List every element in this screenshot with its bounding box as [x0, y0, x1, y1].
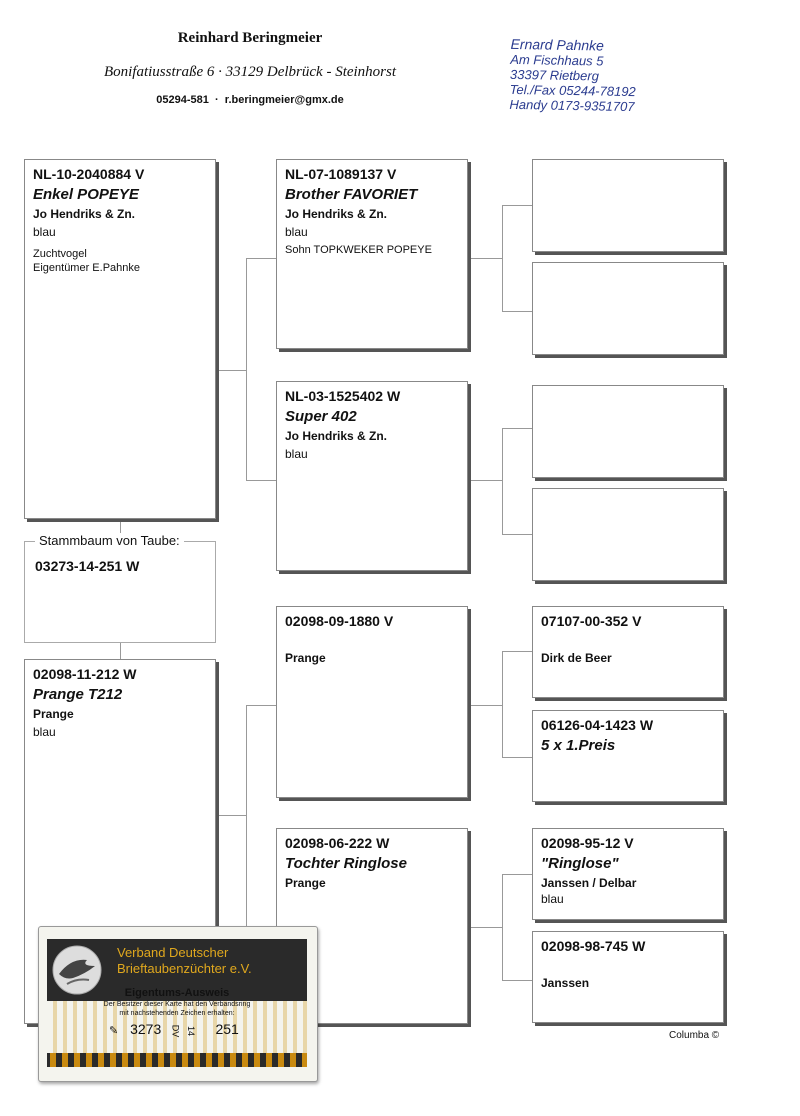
owner-stamp	[509, 37, 636, 114]
header-separator: ·	[215, 94, 219, 106]
father-owner: Eigentümer E.Pahnke	[33, 261, 141, 274]
stamp-line: 33397 Rietberg	[509, 66, 600, 84]
ggp-empty-4[interactable]	[532, 488, 724, 581]
stamp-line: Am Fischhaus 5	[510, 51, 604, 69]
ownership-card[interactable]	[38, 926, 318, 1082]
mother-breeder: Prange	[33, 707, 74, 721]
mff-breeder: Dirk de Beer	[541, 651, 612, 665]
header-address: Bonifatiusstraße 6 · 33129 Delbrück - Steinhorst	[103, 64, 397, 80]
stamp-icon: ✎	[109, 1025, 119, 1037]
mm-breeder: Prange	[285, 876, 326, 890]
ff-color: blau	[285, 225, 308, 239]
mmf-breeder: Janssen / Delbar	[541, 876, 637, 890]
header-phone: 05294-581	[156, 94, 209, 106]
ggp-mmm-card[interactable]	[532, 931, 724, 1023]
mm-name: Tochter Ringlose	[285, 855, 407, 872]
card-ring-number	[109, 1021, 309, 1043]
father-color: blau	[33, 225, 56, 239]
fm-name: Super 402	[285, 408, 357, 425]
stamp-line: Ernard Pahnke	[510, 35, 605, 54]
card-org-line2: Brieftaubenzüchter e.V.	[117, 961, 252, 976]
footer-credit: Columba ©	[669, 1030, 720, 1041]
father-name: Enkel POPEYE	[33, 186, 139, 203]
stamp-line: Handy 0173-9351707	[509, 96, 635, 115]
ggp-empty-2[interactable]	[532, 262, 724, 355]
mff-ring: 07107-00-352 V	[541, 613, 642, 629]
card-text2: mit nachstehenden Zeichen erhalten:	[119, 1010, 235, 1017]
mmm-ring: 02098-98-745 W	[541, 938, 646, 954]
card-dv: DV	[170, 1024, 181, 1038]
mmf-ring: 02098-95-12 V	[541, 835, 634, 851]
card-footer-band	[47, 1053, 307, 1067]
mfm-name: 5 x 1.Preis	[541, 737, 616, 754]
father-breeder: Jo Hendriks & Zn.	[33, 207, 136, 221]
card-title: Eigentums-Ausweis	[124, 987, 230, 999]
card-club: 3273	[130, 1021, 162, 1037]
mmf-name: "Ringlose"	[541, 855, 619, 872]
mf-ring: 02098-09-1880 V	[285, 613, 394, 629]
ff-note: Sohn TOPKWEKER POPEYE	[285, 244, 432, 256]
fm-ring: NL-03-1525402 W	[285, 388, 401, 404]
card-text1: Der Besitzer dieser Karte hat den Verbandsring	[103, 1001, 251, 1008]
mother-color: blau	[33, 725, 56, 739]
father-note: Zuchtvogel	[33, 248, 87, 260]
grandsire-paternal-card[interactable]	[276, 159, 468, 349]
mf-breeder: Prange	[285, 651, 326, 665]
ggp-mfm-card[interactable]	[532, 710, 724, 802]
ggp-empty-3[interactable]	[532, 385, 724, 478]
header-email[interactable]: r.beringmeier@gmx.de	[224, 94, 344, 106]
header-name: Reinhard Beringmeier	[177, 30, 323, 46]
mother-ring: 02098-11-212 W	[33, 666, 137, 682]
card-year: 14	[185, 1025, 196, 1037]
pigeon-ring: 03273-14-251 W	[35, 558, 140, 574]
mmm-breeder: Janssen	[541, 976, 590, 990]
fm-color: blau	[285, 447, 308, 461]
mmf-color: blau	[541, 892, 564, 906]
card-org-line1: Verband Deutscher	[117, 945, 229, 960]
mother-name: Prange T212	[33, 686, 123, 703]
father-card[interactable]	[24, 159, 216, 519]
fm-breeder: Jo Hendriks & Zn.	[285, 429, 388, 443]
ggp-mff-card[interactable]	[532, 606, 724, 698]
card-number: 251	[215, 1021, 239, 1037]
header-contact	[100, 94, 400, 106]
grandsire-maternal-card[interactable]	[276, 606, 468, 798]
ff-breeder: Jo Hendriks & Zn.	[285, 207, 388, 221]
ggp-mmf-card[interactable]	[532, 828, 724, 920]
pigeon-card[interactable]	[24, 533, 216, 643]
granddam-paternal-card[interactable]	[276, 381, 468, 571]
stamp-line: Tel./Fax 05244-78192	[509, 81, 636, 100]
mfm-ring: 06126-04-1423 W	[541, 717, 654, 733]
mm-ring: 02098-06-222 W	[285, 835, 390, 851]
father-ring: NL-10-2040884 V	[33, 166, 145, 182]
ff-name: Brother FAVORIET	[285, 186, 418, 203]
ff-ring: NL-07-1089137 V	[285, 166, 397, 182]
pigeon-caption: Stammbaum von Taube:	[35, 533, 184, 548]
ggp-empty-1[interactable]	[532, 159, 724, 252]
